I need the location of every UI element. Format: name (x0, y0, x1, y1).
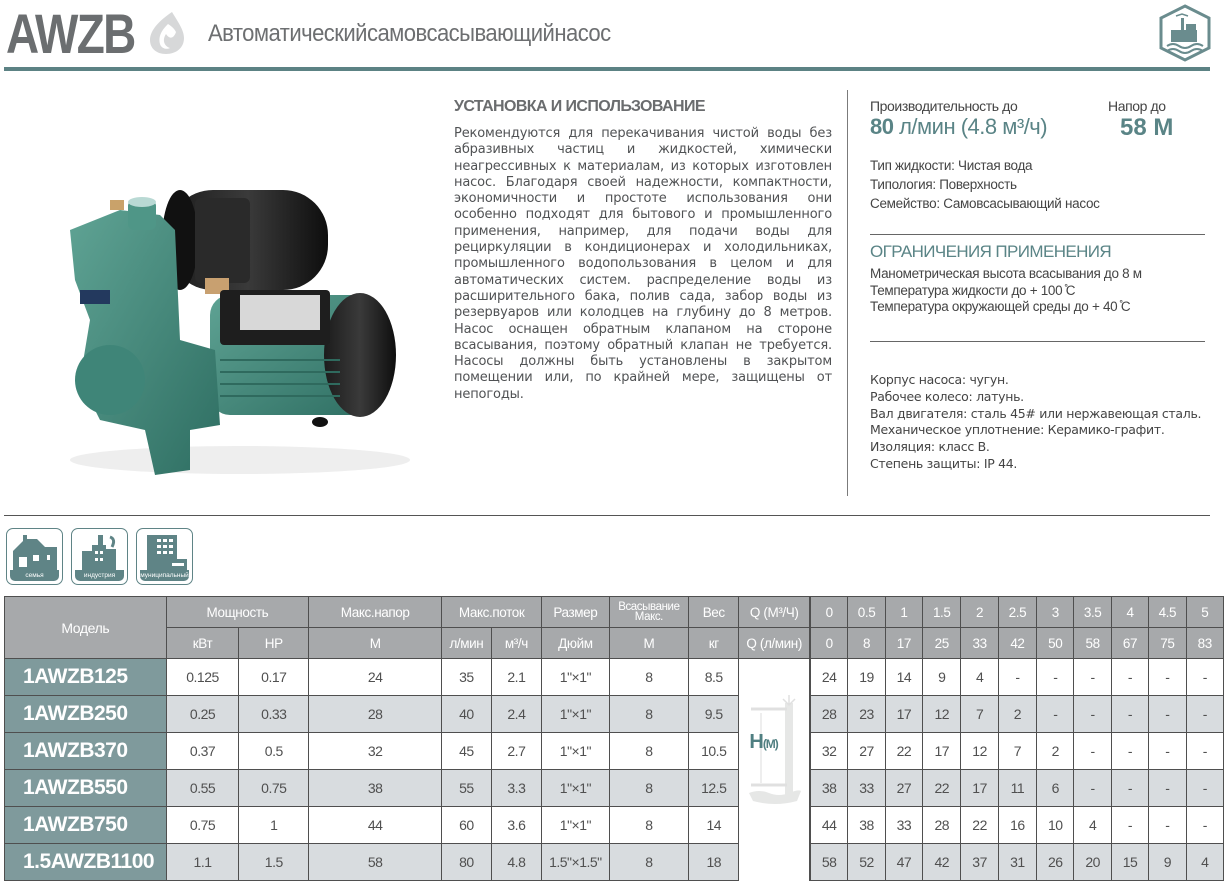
table-row (5, 659, 1224, 696)
q-m3h-3: 1.5 (923, 597, 961, 628)
fluid-info (870, 156, 1100, 213)
flow-m3h-cell: 2.1 (491, 659, 541, 696)
weight-cell: 18 (689, 844, 739, 881)
head-value-cell: 12 (961, 733, 998, 770)
q-lmin-3: 25 (923, 628, 961, 659)
head-value-cell: - (998, 659, 1036, 696)
model-cell: 1AWZB550 (5, 770, 167, 807)
suction-cell: 8 (609, 807, 688, 844)
flow-lmin-cell: 35 (442, 659, 492, 696)
head-value-cell: 4 (1074, 807, 1111, 844)
size-cell: 1"×1" (542, 770, 610, 807)
col-lmin: л/мин (442, 628, 492, 659)
col-size: Размер (542, 597, 610, 628)
q-lmin-8: 67 (1111, 628, 1148, 659)
table-row (5, 733, 1224, 770)
head-value-cell: 4 (1186, 844, 1223, 881)
head-value-cell: - (1074, 696, 1111, 733)
head-value-cell: - (1186, 696, 1223, 733)
q-m3h-0: 0 (811, 597, 848, 628)
power-hp-cell: 1 (239, 807, 309, 844)
size-cell: 1"×1" (542, 659, 610, 696)
col-power: Мощность (166, 597, 309, 628)
col-kw: кВт (166, 628, 239, 659)
flow-m3h-cell: 3.6 (491, 807, 541, 844)
q-lmin-2: 17 (885, 628, 922, 659)
head-value-cell: 28 (811, 696, 848, 733)
flow-m3h-cell: 4.8 (491, 844, 541, 881)
q-lmin-7: 58 (1074, 628, 1111, 659)
head-value-cell: 38 (848, 807, 885, 844)
model-cell: 1.5AWZB1100 (5, 844, 167, 881)
col-model: Модель (5, 597, 167, 659)
head-value-cell: - (1074, 733, 1111, 770)
head-value-cell: - (1111, 733, 1148, 770)
flow-m3h-cell: 3.3 (491, 770, 541, 807)
materials-list (870, 372, 1201, 473)
model-title: AWZB (6, 2, 135, 65)
flow-lmin-cell: 60 (442, 807, 492, 844)
weight-cell: 12.5 (689, 770, 739, 807)
col-hp: HP (239, 628, 309, 659)
table-row (5, 770, 1224, 807)
size-cell: 1"×1" (542, 807, 610, 844)
head-value-cell: 16 (998, 807, 1036, 844)
weight-cell: 14 (689, 807, 739, 844)
power-kw-cell: 0.125 (166, 659, 239, 696)
power-kw-cell: 0.25 (166, 696, 239, 733)
suction-cell: 8 (609, 659, 688, 696)
q-lmin-5: 42 (998, 628, 1036, 659)
size-cell: 1"×1" (542, 733, 610, 770)
power-kw-cell: 0.37 (166, 733, 239, 770)
head-value-cell: 22 (923, 770, 961, 807)
page-header (0, 0, 1224, 76)
head-value-cell: 38 (811, 770, 848, 807)
q-m3h-10: 5 (1186, 597, 1223, 628)
max-head-cell: 58 (309, 844, 442, 881)
head-value-cell: 33 (885, 807, 922, 844)
flow-m3h-cell: 2.4 (491, 696, 541, 733)
head-value-cell: - (1074, 770, 1111, 807)
installation-usage-title: УСТАНОВКА И ИСПОЛЬЗОВАНИЕ (454, 98, 705, 115)
limits-divider (870, 341, 1205, 342)
weight-cell: 8.5 (689, 659, 739, 696)
head-label: Напор до (1108, 98, 1166, 114)
surface-pump-category-icon (1158, 4, 1212, 62)
performance-number: 80 (870, 114, 894, 139)
head-value-cell: 17 (961, 770, 998, 807)
application-family (6, 528, 63, 585)
installation-usage-text: Рекомендуются для перекачивания чистой воды без абразивных частиц и жидкостей, химически неагрессивных к материалам, из которых изготовлен насос. Благодаря своей надежности, компактности, экономичности и простоте использования они особенно подходят для бытового и промышленного применения, например, для подачи воды для рециркуляции в кондиционерах и холодильниках, промышленного водопользования в целом и для автоматических систем. распределение воды из расширительного бака, полив сада, забор воды из резервуаров или колодцев на глубину до 8 метров. Насос оснащен обратным клапаном на стороне всасывания, поэтому обратный клапан не требуется. Насосы должны быть установлены в закрытом помещении или, по крайней мере, защищены от непогоды. (454, 126, 832, 402)
q-m3h-2: 1 (885, 597, 922, 628)
head-value-cell: - (1111, 807, 1148, 844)
q-lmin-6: 50 (1037, 628, 1074, 659)
flow-lmin-cell: 55 (442, 770, 492, 807)
header-divider (4, 67, 1210, 71)
power-kw-cell: 0.75 (166, 807, 239, 844)
q-m3h-6: 3 (1037, 597, 1074, 628)
model-cell: 1AWZB250 (5, 696, 167, 733)
q-m3h-5: 2.5 (998, 597, 1036, 628)
head-value-cell: 22 (885, 733, 922, 770)
col-suction-m: M (609, 628, 688, 659)
vertical-divider (847, 90, 848, 496)
limits-list (870, 266, 1142, 316)
head-value-cell: 15 (1111, 844, 1148, 881)
head-value-cell: - (1074, 659, 1111, 696)
head-axis-graphic-cell (739, 659, 810, 881)
application-icons (6, 528, 193, 585)
performance-table (4, 596, 1224, 881)
specs-divider (870, 234, 1205, 235)
head-value-cell: 9 (923, 659, 961, 696)
power-kw-cell: 0.55 (166, 770, 239, 807)
header-row-1 (5, 597, 1224, 628)
header-row-2 (5, 628, 1224, 659)
q-lmin-10: 83 (1186, 628, 1223, 659)
head-value-cell: 14 (885, 659, 922, 696)
application-industry (71, 528, 128, 585)
head-value-cell: 10 (1037, 807, 1074, 844)
q-m3h-4: 2 (961, 597, 998, 628)
leaf-drop-logo-icon (146, 10, 190, 56)
size-cell: 1"×1" (542, 696, 610, 733)
performance-unit: л/мин (4.8 м³/ч) (893, 114, 1048, 139)
q-m3h-7: 3.5 (1074, 597, 1111, 628)
application-industry-label: индустрия (75, 570, 124, 581)
head-value-cell: 52 (848, 844, 885, 881)
table-row (5, 807, 1224, 844)
head-value-cell: 33 (848, 770, 885, 807)
head-value-cell: 20 (1074, 844, 1111, 881)
performance-value (870, 114, 1047, 140)
table-row (5, 844, 1224, 881)
head-value-cell: 17 (923, 733, 961, 770)
power-hp-cell: 0.33 (239, 696, 309, 733)
material-pump-body: Корпус насоса: чугун. (870, 372, 1009, 387)
application-municipal (136, 528, 193, 585)
head-value-cell: 19 (848, 659, 885, 696)
head-value-cell: 17 (885, 696, 922, 733)
head-value-cell: 7 (961, 696, 998, 733)
head-value-cell: - (1186, 659, 1223, 696)
head-value-cell: - (1111, 659, 1148, 696)
section-divider (4, 515, 1210, 516)
size-cell: 1.5"×1.5" (542, 844, 610, 881)
application-family-label: семья (10, 570, 59, 581)
head-value-cell: 26 (1037, 844, 1074, 881)
q-m3h-8: 4 (1111, 597, 1148, 628)
head-value-cell: - (1149, 807, 1186, 844)
col-suction: Всасывание Макс. (609, 597, 688, 628)
suction-cell: 8 (609, 733, 688, 770)
power-kw-cell: 1.1 (166, 844, 239, 881)
head-value-cell: 32 (811, 733, 848, 770)
q-lmin-9: 75 (1149, 628, 1186, 659)
page-subtitle: Автоматическийсамовсасывающийнасос (208, 20, 611, 47)
installation-usage-section (454, 98, 832, 403)
flow-lmin-cell: 45 (442, 733, 492, 770)
weight-cell: 10.5 (689, 733, 739, 770)
q-m3h-1: 0.5 (848, 597, 885, 628)
application-municipal-label: муниципальный (140, 572, 189, 579)
head-value-cell: - (1149, 659, 1186, 696)
table-row (5, 696, 1224, 733)
head-value-cell: 6 (1037, 770, 1074, 807)
head-value-cell: - (1111, 770, 1148, 807)
head-value-cell: - (1149, 770, 1186, 807)
head-value-cell: - (1186, 733, 1223, 770)
fluid-type: Тип жидкости: Чистая вода (870, 158, 1033, 173)
model-cell: 1AWZB125 (5, 659, 167, 696)
head-value-cell: - (1186, 770, 1223, 807)
flow-lmin-cell: 40 (442, 696, 492, 733)
head-value-cell: 47 (885, 844, 922, 881)
house-icon (11, 533, 59, 571)
col-inch: Дюйм (542, 628, 610, 659)
material-impeller: Рабочее колесо: латунь. (870, 388, 1024, 404)
flow-lmin-cell: 80 (442, 844, 492, 881)
col-max-head: Макс.напор (309, 597, 442, 628)
max-head-cell: 28 (309, 696, 442, 733)
limit-liquid-temp: Температура жидкости до + 100 ̊C (870, 282, 1076, 298)
head-value-cell: 31 (998, 844, 1036, 881)
head-value-cell: - (1149, 733, 1186, 770)
model-cell: 1AWZB370 (5, 733, 167, 770)
material-mechanical-seal: Механическое уплотнение: Керамико-графит. (870, 422, 1165, 438)
head-value-cell: 4 (961, 659, 998, 696)
max-head-cell: 38 (309, 770, 442, 807)
model-cell: 1AWZB750 (5, 807, 167, 844)
head-value: 58 M (1120, 114, 1174, 141)
head-value-cell: 58 (811, 844, 848, 881)
factory-icon (76, 533, 124, 571)
head-axis-label: H(M) (749, 731, 778, 753)
power-hp-cell: 0.5 (239, 733, 309, 770)
suction-cell: 8 (609, 844, 688, 881)
head-value-cell: 9 (1149, 844, 1186, 881)
q-lmin-4: 33 (961, 628, 998, 659)
family: Семейство: Самовсасывающий насос (870, 196, 1100, 211)
q-m3h-9: 4.5 (1149, 597, 1186, 628)
head-value-cell: 44 (811, 807, 848, 844)
head-value-cell: 42 (923, 844, 961, 881)
head-value-cell: 23 (848, 696, 885, 733)
head-value-cell: 12 (923, 696, 961, 733)
flow-m3h-cell: 2.7 (491, 733, 541, 770)
max-head-cell: 44 (309, 807, 442, 844)
limit-ambient-temp: Температура окружающей среды до + 40 ̊C (870, 299, 1131, 314)
suction-cell: 8 (609, 696, 688, 733)
insulation-class: Изоляция: класс B. (870, 439, 990, 455)
material-motor-shaft: Вал двигателя: сталь 45# или нержавеющая сталь. (870, 405, 1202, 421)
head-value-cell: 2 (1037, 733, 1074, 770)
head-value-cell: 2 (998, 696, 1036, 733)
head-value-cell: - (1149, 696, 1186, 733)
q-lmin-0: 0 (811, 628, 848, 659)
max-head-cell: 24 (309, 659, 442, 696)
col-head-m: M (309, 628, 442, 659)
q-lmin-1: 8 (848, 628, 885, 659)
head-value-cell: 24 (811, 659, 848, 696)
col-kg: кг (689, 628, 739, 659)
pump-product-image (40, 160, 430, 490)
head-value-cell: - (1111, 696, 1148, 733)
limits-title: ОГРАНИЧЕНИЯ ПРИМЕНЕНИЯ (870, 242, 1112, 261)
head-value-cell: - (1037, 696, 1074, 733)
max-head-cell: 32 (309, 733, 442, 770)
head-value-cell: 27 (848, 733, 885, 770)
col-max-flow: Макс.поток (442, 597, 542, 628)
head-value-cell: 28 (923, 807, 961, 844)
protection-degree: Степень защиты: IP 44. (870, 455, 1018, 471)
suction-cell: 8 (609, 770, 688, 807)
head-value-cell: 37 (961, 844, 998, 881)
head-value-cell: 7 (998, 733, 1036, 770)
head-value-cell: - (1037, 659, 1074, 696)
power-hp-cell: 0.75 (239, 770, 309, 807)
power-hp-cell: 0.17 (239, 659, 309, 696)
head-value-cell: 27 (885, 770, 922, 807)
head-value-cell: 22 (961, 807, 998, 844)
col-m3h: м³/ч (491, 628, 541, 659)
power-hp-cell: 1.5 (239, 844, 309, 881)
typology: Типология: Поверхность (870, 177, 1017, 192)
col-weight: Вес (689, 597, 739, 628)
limit-suction-height: Манометрическая высота всасывания до 8 м (870, 266, 1142, 281)
col-q-m3h: Q (M³/Ч) (739, 597, 810, 628)
municipal-building-icon (141, 533, 189, 571)
col-q-lmin: Q (л/мин) (739, 628, 810, 659)
performance-label: Производительность до (870, 98, 1018, 114)
head-value-cell: 11 (998, 770, 1036, 807)
weight-cell: 9.5 (689, 696, 739, 733)
head-value-cell: - (1186, 807, 1223, 844)
